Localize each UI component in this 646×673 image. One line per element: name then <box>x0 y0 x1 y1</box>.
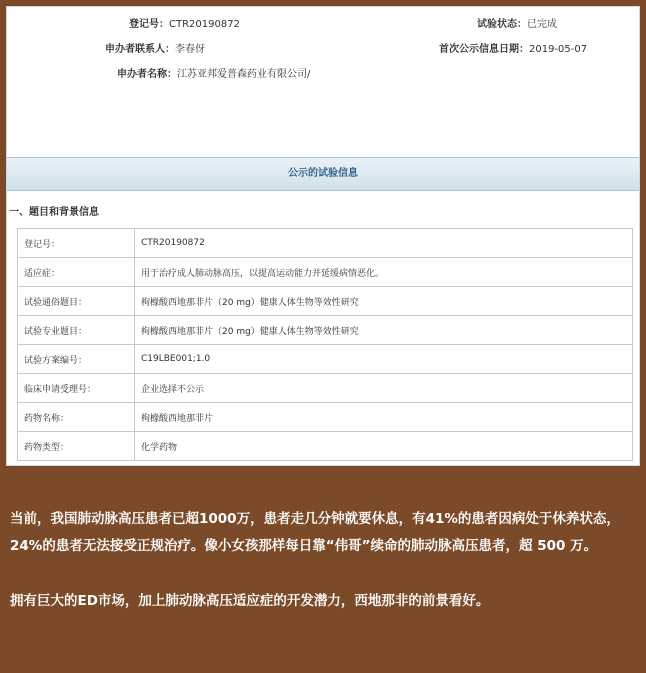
row-value: 枸橼酸西地那非片 <box>135 403 633 432</box>
contact-label: 申办者联系人： <box>105 44 175 55</box>
status-row <box>477 15 557 30</box>
row-key: 试验专业题目： <box>18 316 135 345</box>
table-row <box>18 229 633 258</box>
article-paragraph: 当前，我国肺动脉高压患者已超1000万，患者走几分钟就要休息，有41%的患者因病处于休养状态，24%的患者无法接受正规治疗。像小女孩那样每日靠“伟哥”续命的肺动脉高压患者，超 500 万。 <box>10 511 620 554</box>
article-text <box>10 506 636 615</box>
table-row <box>18 374 633 403</box>
table-row <box>18 287 633 316</box>
row-value: 枸橼酸西地那非片（20 mg）健康人体生物等效性研究 <box>135 287 633 316</box>
row-value: 化学药物 <box>135 432 633 461</box>
row-value: C19LBE001;1.0 <box>135 345 633 374</box>
trial-info-panel <box>6 6 640 466</box>
row-key: 适应症： <box>18 258 135 287</box>
row-key: 试验方案编号： <box>18 345 135 374</box>
trial-header-info <box>7 7 639 157</box>
sponsor-label: 申办者名称： <box>117 69 177 80</box>
contact-row <box>105 40 205 55</box>
first-publish-value: 2019-05-07 <box>529 44 588 55</box>
row-key: 临床申请受理号： <box>18 374 135 403</box>
sponsor-value: 江苏亚邦爱普森药业有限公司/ <box>177 69 311 80</box>
table-row <box>18 316 633 345</box>
registration-value: CTR20190872 <box>169 19 240 30</box>
row-key: 药物名称： <box>18 403 135 432</box>
table-row <box>18 258 633 287</box>
article-paragraph: 拥有巨大的ED市场，加上肺动脉高压适应症的开发潜力，西地那非的前景看好。 <box>10 593 490 609</box>
row-key: 药物类型： <box>18 432 135 461</box>
row-value: 枸橼酸西地那非片（20 mg）健康人体生物等效性研究 <box>135 316 633 345</box>
trial-info-table <box>17 228 633 461</box>
registration-label: 登记号： <box>129 19 169 30</box>
first-publish-row <box>439 40 587 55</box>
first-publish-label: 首次公示信息日期： <box>439 44 529 55</box>
row-key: 登记号： <box>18 229 135 258</box>
status-value: 已完成 <box>527 19 557 30</box>
table-row <box>18 432 633 461</box>
status-label: 试验状态： <box>477 19 527 30</box>
row-value: 用于治疗成人肺动脉高压，以提高运动能力并延缓病情恶化。 <box>135 258 633 287</box>
contact-value: 李春伢 <box>175 44 205 55</box>
section-title: 一、题目和背景信息 <box>9 207 99 218</box>
row-value: 企业选择不公示 <box>135 374 633 403</box>
sponsor-row <box>117 65 310 80</box>
registration-row <box>129 15 240 30</box>
row-key: 试验通俗题目： <box>18 287 135 316</box>
row-value: CTR20190872 <box>135 229 633 258</box>
table-row <box>18 345 633 374</box>
public-trial-info-banner: 公示的试验信息 <box>7 157 639 191</box>
table-row <box>18 403 633 432</box>
